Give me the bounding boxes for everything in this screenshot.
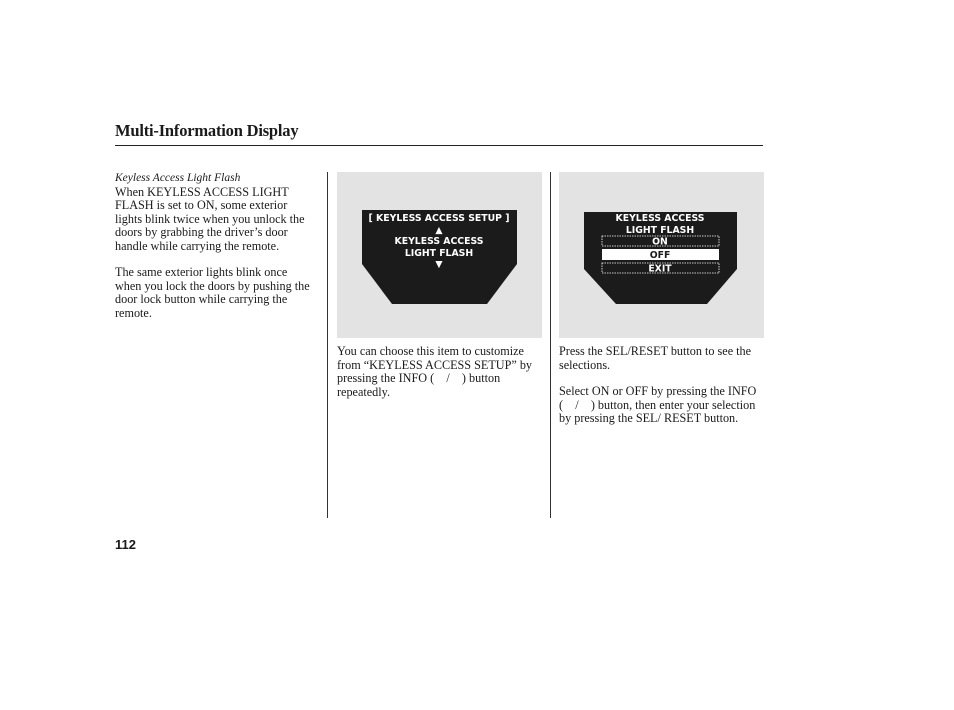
- up-arrow-icon: ▲: [435, 225, 443, 236]
- figure-light-flash-options: [559, 172, 764, 338]
- menu-line-1: KEYLESS ACCESS: [394, 236, 484, 247]
- menu-line-2: LIGHT FLASH: [625, 225, 695, 236]
- right-column: [559, 345, 763, 439]
- menu-line-2: LIGHT FLASH: [404, 248, 474, 259]
- option-off: OFF: [649, 250, 671, 261]
- section-subheading: Keyless Access Light Flash: [115, 172, 241, 184]
- left-column: [115, 172, 315, 333]
- display-illustration-2: [559, 172, 764, 338]
- menu-header-text: [ KEYLESS ACCESS SETUP ]: [368, 213, 510, 224]
- left-paragraph-1: When KEYLESS ACCESS LIGHT FLASH is set to ON, some exterior lights blink twice when you unlock the doors by grabbing the driver’s door handle while carrying the remote.: [115, 184, 305, 253]
- down-arrow-icon: ▼: [435, 259, 443, 270]
- page-number: 112: [115, 537, 136, 552]
- right-paragraph-1: Press the SEL/RESET button to see the selections.: [559, 344, 752, 372]
- figure-keyless-access-setup: [337, 172, 542, 338]
- header-rule: [115, 145, 763, 146]
- option-exit: EXIT: [648, 263, 672, 275]
- display-illustration-1: [337, 172, 542, 338]
- left-paragraph-2: The same exterior lights blink once when you lock the doors by pushing the door lock button while carrying the remote.: [115, 265, 310, 320]
- option-on: ON: [652, 236, 668, 248]
- middle-column: [337, 345, 543, 412]
- column-divider-2: [550, 172, 551, 518]
- menu-line-1: KEYLESS ACCESS: [615, 213, 705, 224]
- right-paragraph-2: Select ON or OFF by pressing the INFO ( / ) button, then enter your selection by pressing the SEL/ RESET button.: [559, 384, 757, 425]
- middle-paragraph-1: You can choose this item to customize from “KEYLESS ACCESS SETUP” by pressing the INFO ( / ) button repeatedly.: [337, 344, 533, 399]
- column-divider-1: [327, 172, 328, 518]
- page-title: Multi-Information Display: [115, 121, 299, 140]
